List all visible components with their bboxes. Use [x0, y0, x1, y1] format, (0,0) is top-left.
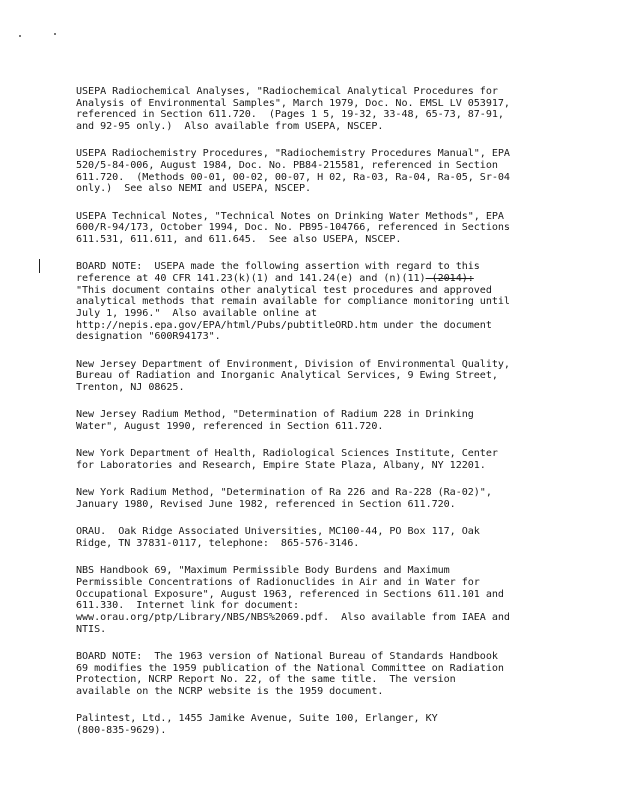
reference-new-york-radium-method — [76, 487, 596, 510]
text-line: only.) See also NEMI and USEPA, NSCEP. — [76, 183, 312, 195]
text-line — [76, 273, 596, 285]
reference-nbs-handbook-69 — [76, 565, 596, 635]
text-line: New York Department of Health, Radiological Sciences Institute, Center — [76, 448, 498, 460]
text-line: designation "600R94173". — [76, 331, 221, 343]
text-line: ORAU. Oak Ridge Associated Universities, MC100-44, PO Box 117, Oak — [76, 526, 480, 538]
text-line: Ridge, TN 37831-0117, telephone: 865-576-3146. — [76, 538, 360, 549]
reference-new-jersey-dep — [76, 359, 596, 394]
text-line: "This document contains other analytical test procedures and approved — [76, 284, 492, 296]
text-line: USEPA Radiochemical Analyses, "Radiochemical Analytical Procedures for — [76, 86, 498, 97]
text-line: July 1, 1996." Also available online at — [76, 308, 318, 320]
text-line: 600/R-94/173, October 1994, Doc. No. PB95-104766, referenced in Sections — [76, 222, 510, 234]
struck-text: (2014): — [425, 273, 474, 285]
text-line: Palintest, Ltd., 1455 Jamike Avenue, Suite 100, Erlanger, KY — [76, 713, 438, 725]
text-line: January 1980, Revised June 1982, referenced in Section 611.720. — [76, 499, 456, 511]
text-line: Trenton, NJ 08625. — [76, 382, 185, 394]
text-line: Bureau of Radiation and Inorganic Analytical Services, 9 Ewing Street, — [76, 370, 498, 382]
reference-orau — [76, 526, 596, 549]
text-line: Occupational Exposure", August 1963, referenced in Sections 611.101 and — [76, 588, 504, 600]
reference-usepa-radiochemical-analyses — [76, 86, 596, 133]
text-line: www.orau.org/ptp/Library/NBS/NBS%2069.pdf. Also available from IAEA and — [76, 612, 510, 624]
reference-usepa-radiochemistry-procedures — [76, 148, 596, 195]
text-line: referenced in Section 611.720. (Pages 1 5, 19-32, 33-48, 65-73, 87-91, — [76, 109, 504, 121]
text-line: NTIS. — [76, 623, 107, 635]
text-line: (800-835-9629). — [76, 725, 167, 737]
text-line: New Jersey Radium Method, "Determination of Radium 228 in Drinking — [76, 409, 474, 421]
reference-new-jersey-radium-method — [76, 409, 596, 432]
text-line: New Jersey Department of Environment, Division of Environmental Quality, — [76, 358, 510, 370]
text-line: available on the NCRP website is the 1959 document. — [76, 686, 384, 698]
text-line: Water", August 1990, referenced in Section 611.720. — [76, 421, 384, 433]
text-line: 611.330. Internet link for document: — [76, 600, 299, 612]
text-line: USEPA Radiochemistry Procedures, "Radiochemistry Procedures Manual", EPA — [76, 148, 510, 160]
document-body — [76, 86, 596, 752]
text-line: New York Radium Method, "Determination of Ra 226 and Ra-228 (Ra-02)", — [76, 487, 492, 499]
text-line: http://nepis.epa.gov/EPA/html/Pubs/pubtitleORD.htm under the document — [76, 319, 492, 331]
reference-palintest — [76, 713, 596, 736]
scan-speck — [54, 33, 56, 35]
text-line: BOARD NOTE: USEPA made the following assertion with regard to this — [76, 261, 480, 273]
text-line: Analysis of Environmental Samples", March 1979, Doc. No. EMSL LV 053917, — [76, 97, 510, 109]
text-line: analytical methods that remain available for compliance monitoring until — [76, 296, 510, 308]
text-line: and 92-95 only.) Also available from USEPA, NSCEP. — [76, 121, 384, 133]
text-line: BOARD NOTE: The 1963 version of National Bureau of Standards Handbook — [76, 651, 498, 662]
text-line: 611.531, 611.611, and 611.645. See also USEPA, NSCEP. — [76, 234, 402, 246]
text-line: for Laboratories and Research, Empire State Plaza, Albany, NY 12201. — [76, 460, 486, 472]
text-line: USEPA Technical Notes, "Technical Notes on Drinking Water Methods", EPA — [76, 210, 504, 222]
text-line: 69 modifies the 1959 publication of the National Committee on Radiation — [76, 662, 504, 674]
text-line: Protection, NCRP Report No. 22, of the same title. The version — [76, 674, 456, 686]
revision-change-bar — [39, 259, 40, 273]
text-line: Permissible Concentrations of Radionuclides in Air and in Water for — [76, 576, 480, 588]
text-segment: reference at 40 CFR 141.23(k)(1) and 141.24(e) and (n)(11) — [76, 273, 426, 285]
scan-speck — [19, 35, 21, 37]
board-note-nbs — [76, 651, 596, 698]
board-note-usepa — [76, 261, 596, 343]
text-line: 520/5-84-006, August 1984, Doc. No. PB84-215581, referenced in Section — [76, 160, 498, 172]
text-line: 611.720. (Methods 00-01, 00-02, 00-07, H 02, Ra-03, Ra-04, Ra-05, Sr-04 — [76, 171, 510, 183]
text-line: NBS Handbook 69, "Maximum Permissible Body Burdens and Maximum — [76, 565, 450, 577]
reference-usepa-technical-notes — [76, 211, 596, 246]
reference-new-york-doh — [76, 448, 596, 471]
